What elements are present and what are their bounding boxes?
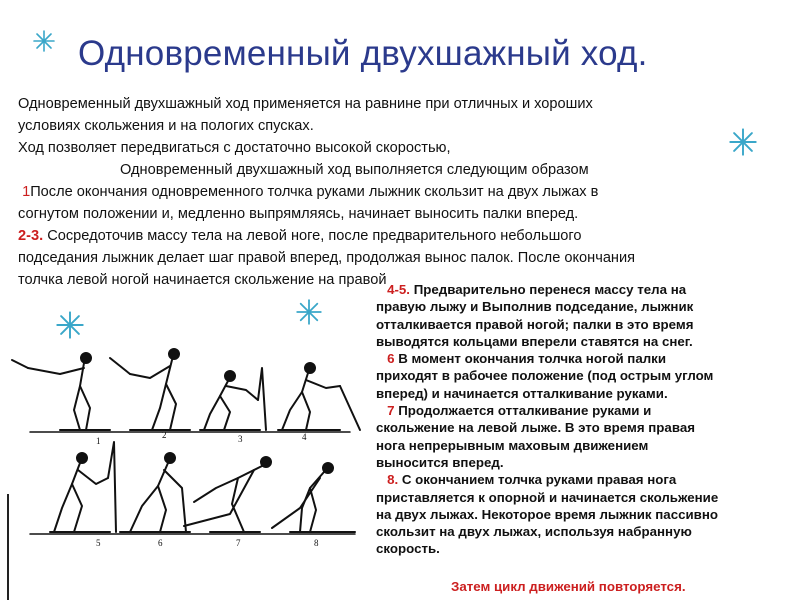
step-8-line	[376, 471, 786, 488]
skier-figure	[200, 368, 266, 430]
step-number: 4-5.	[387, 282, 411, 297]
snowflake-icon	[729, 128, 757, 156]
figure-number: 4	[302, 432, 307, 442]
step-8-line: скользит на двух лыжах, используя набранную	[376, 524, 692, 540]
page-title: Одновременный двухшажный ход.	[78, 34, 648, 73]
step-6-line	[376, 350, 786, 367]
step-7-line	[376, 402, 786, 419]
step-text: С окончанием толчка руками правая нога	[398, 472, 677, 488]
figure-number: 5	[96, 538, 101, 548]
step-4-5-line: правую лыжу и Выполнив подседание, лыжник	[376, 299, 694, 315]
step-number: 1	[22, 184, 31, 200]
figure-number: 1	[96, 436, 101, 446]
figure-number: 7	[236, 538, 241, 548]
intro-line-3: Ход позволяет передвигаться с достаточно высокой скоростью,	[18, 140, 451, 156]
step-7-line: нога непрерывным маховым движением	[376, 437, 649, 453]
skier-figure	[50, 442, 116, 532]
left-edge-line	[7, 494, 9, 600]
skier-phases-illustration	[10, 338, 372, 570]
step-2-line-1	[18, 225, 582, 247]
step-7-line: скольжение на левой лыже. В это время правая	[376, 420, 695, 436]
step-1-line-2: согнутом положении и, медленно выпрямляясь, начинает выносить палки вперед.	[18, 206, 579, 222]
skier-figure	[272, 463, 355, 532]
skier-figure	[12, 353, 110, 430]
skier-figure	[278, 363, 360, 430]
step-4-5-line	[376, 281, 786, 298]
intro-line-2: условиях скольжения и на пологих спусках.	[18, 118, 314, 134]
steps-column	[376, 281, 786, 558]
snowflake-icon	[33, 30, 55, 52]
step-8-line: на двух лыжах. Некоторое время лыжник пассивно	[376, 506, 718, 522]
step-2-line-3: толчка левой ногой начинается скольжение на правой	[18, 272, 387, 288]
step-8-line: скорость.	[376, 541, 440, 557]
figure-number: 8	[314, 538, 319, 548]
step-8-line: приставляется к опорной и начинается скольжение	[376, 489, 719, 505]
skier-figure	[184, 457, 271, 532]
figure-number: 3	[238, 434, 243, 444]
skier-figure	[110, 349, 190, 430]
step-4-5-line: выводятся кольцами вперели ставятся на снег.	[376, 333, 693, 349]
step-4-5-line: отталкивается правой ногой; палки в это время	[376, 316, 694, 332]
step-2-line-2: подседания лыжник делает шаг правой вперед, продолжая вынос палок. После окончания	[18, 250, 636, 266]
cycle-repeat-note: Затем цикл движений повторяется.	[451, 579, 686, 594]
step-text: Сосредоточив массу тела на левой ноге, после предварительного небольшого	[43, 228, 582, 244]
step-text: Предварительно перенеся массу тела на	[410, 282, 687, 297]
step-number: 8.	[387, 472, 399, 488]
step-text: В момент окончания толчка ногой палки	[394, 351, 667, 367]
figure-number: 2	[162, 430, 167, 440]
step-7-line: выносится вперед.	[376, 454, 504, 470]
snowflake-icon	[56, 311, 84, 339]
figure-number: 6	[158, 538, 163, 548]
step-6-line: вперед) и начинается отталкивание руками.	[376, 385, 668, 401]
snowflake-icon	[296, 299, 322, 325]
step-1-line-1	[18, 181, 598, 203]
step-number: 6	[387, 351, 395, 367]
step-text: Продолжается отталкивание руками и	[394, 403, 652, 419]
intro-line-4: Одновременный двухшажный ход выполняется следующим образом	[120, 162, 589, 178]
step-6-line: приходят в рабочее положение (под острым углом	[376, 368, 714, 384]
step-number: 7	[387, 403, 395, 419]
step-text: После окончания одновременного толчка руками лыжник скользит на двух лыжах в	[30, 184, 599, 200]
intro-line-1: Одновременный двухшажный ход применяется на равнине при отличных и хороших	[18, 96, 593, 112]
step-number: 2-3.	[18, 228, 44, 244]
skier-figure	[120, 453, 190, 532]
